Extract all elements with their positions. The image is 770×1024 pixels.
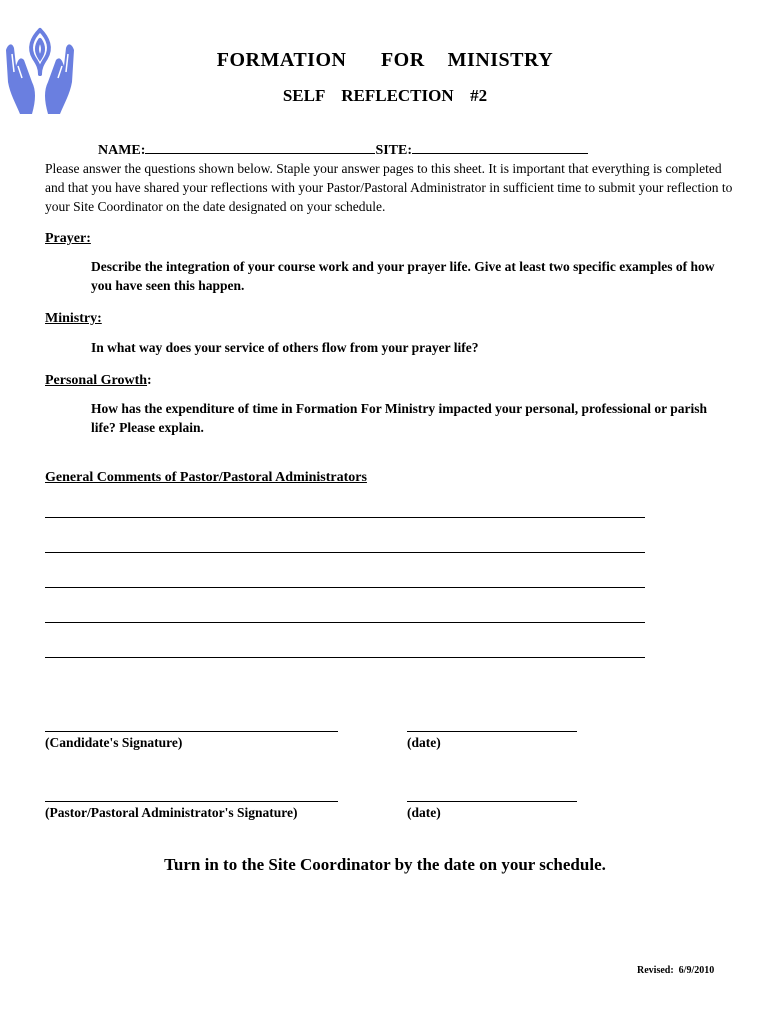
document-title: FORMATION FOR MINISTRY [216, 49, 554, 71]
revised-date: Revised: 6/9/2010 [637, 965, 715, 976]
personal-growth-question: How has the expenditure of time in Formation For Ministry impacted your personal, professional or parish life? Please explain. [91, 401, 707, 435]
instructions-paragraph: Please answer the questions shown below. Staple your answer pages to this sheet. It is important that everything is completed and that you have shared your reflections with your Pastor/Pastoral Administrator in sufficient time to submit your reflection to your Site Coordinator on the date designated on your schedule. [45, 161, 733, 214]
candidate-signature-label: (Candidate's Signature) [45, 735, 183, 750]
candidate-date-line[interactable] [407, 731, 577, 732]
personal-growth-title: Personal Growth [45, 373, 148, 388]
turn-in-note: Turn in to the Site Coordinator by the date on your schedule. [164, 855, 606, 874]
pastor-signature-label: (Pastor/Pastoral Administrator's Signature) [45, 805, 298, 820]
comment-line-5[interactable] [45, 657, 645, 658]
pastor-date-line[interactable] [407, 801, 577, 802]
comment-line-1[interactable] [45, 517, 645, 518]
prayer-heading: Prayer: [45, 231, 91, 246]
personal-growth-colon: : [147, 373, 152, 388]
ministry-heading: Ministry: [45, 311, 102, 326]
pastor-date-label: (date) [407, 805, 441, 820]
personal-growth-heading [45, 373, 152, 389]
comments-heading: General Comments of Pastor/Pastoral Administrators [45, 470, 367, 485]
site-field[interactable] [412, 140, 588, 154]
pastor-signature-line[interactable] [45, 801, 338, 802]
name-label: NAME: [98, 143, 146, 158]
prayer-question: Describe the integration of your course work and your prayer life. Give at least two specific examples of how you have seen this happen. [91, 259, 715, 293]
comment-line-2[interactable] [45, 552, 645, 553]
comment-line-4[interactable] [45, 622, 645, 623]
candidate-date-label: (date) [407, 735, 441, 750]
name-site-row [91, 124, 588, 159]
document-subtitle: SELF REFLECTION #2 [282, 86, 488, 105]
comment-line-3[interactable] [45, 587, 645, 588]
name-field[interactable] [145, 140, 375, 154]
ministry-question: In what way does your service of others flow from your prayer life? [91, 340, 479, 355]
candidate-signature-line[interactable] [45, 731, 338, 732]
site-label: SITE: [375, 143, 413, 158]
